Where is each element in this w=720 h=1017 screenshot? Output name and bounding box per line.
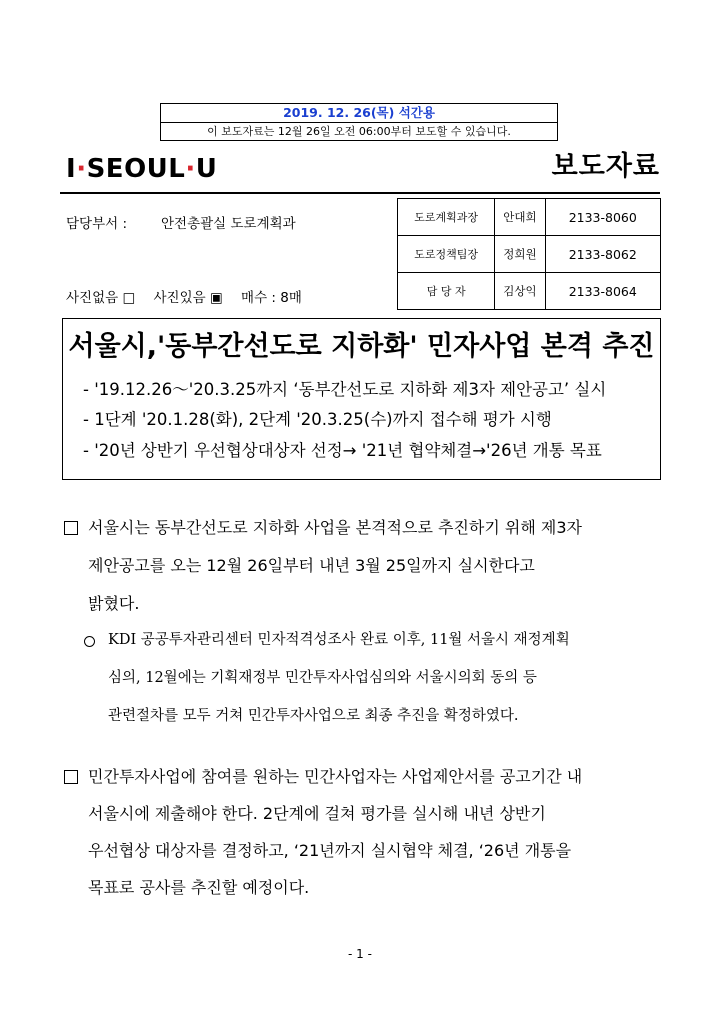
embargo-notice: 이 보도자료는 12월 26일 오전 06:00부터 보도할 수 있습니다. — [207, 125, 511, 138]
headline-title: 서울시,'동부간선도로 지하화' 민자사업 본격 추진 — [68, 331, 655, 362]
headline-sub-2: - 1단계 '20.1.28(화), 2단계 '20.3.25(수)까지 접수해 평가 시행 — [83, 410, 552, 429]
contact-phone: 2133-8060 — [545, 199, 660, 236]
photo-count: 매수 : 8매 — [241, 290, 302, 306]
logo-dot-icon: · — [76, 154, 87, 184]
headline-sub-3: - '20년 상반기 우선협상대상자 선정→ '21년 협약체결→'26년 개통 목표 — [83, 441, 602, 460]
logo-part-i: I — [66, 154, 77, 184]
p1-line-2: 제안공고를 오는 12월 26일부터 내년 3월 25일까지 실시한다고 — [88, 556, 535, 575]
p2-line-2: 서울시에 제출해야 한다. 2단계에 걸쳐 평가를 실시해 내년 상반기 — [88, 804, 546, 823]
press-release-title: 보도자료 — [551, 151, 660, 182]
photo-none: 사진없음 □ — [66, 290, 136, 306]
p2-line-4: 목표로 공사를 추진할 예정이다. — [88, 878, 310, 897]
dept-value: 안전총괄실 도로계획과 — [161, 216, 296, 232]
contact-name: 김상익 — [495, 273, 545, 310]
p1-line-1: 서울시는 동부간선도로 지하화 사업을 본격적으로 추진하기 위해 제3자 — [88, 518, 583, 537]
logo-part-seoul: SEOUL — [86, 154, 186, 184]
contact-row — [398, 273, 661, 310]
p1-line-3: 밝혔다. — [88, 594, 140, 613]
release-date: 2019. 12. 26(목) 석간용 — [161, 104, 557, 123]
headline-box — [62, 318, 661, 480]
p2-line-3: 우선협상 대상자를 결정하고, ‘21년까지 실시협약 체결, ‘26년 개통을 — [88, 841, 572, 860]
checkbox-square-icon — [64, 521, 78, 535]
contact-table — [397, 198, 661, 310]
header-divider — [60, 192, 660, 194]
p1-sub-line-2: 심의, 12월에는 기획재정부 민간투자사업심의와 서울시의회 동의 등 — [108, 670, 537, 686]
p2-line-1: 민간투자사업에 참여를 원하는 민간사업자는 사업제안서를 공고기간 내 — [88, 767, 583, 786]
headline-sub-1: - '19.12.26～'20.3.25까지 ‘동부간선도로 지하화 제3자 제안공고’ 실시 — [83, 380, 607, 399]
checkbox-square-icon — [64, 770, 78, 784]
embargo-box — [160, 103, 558, 141]
photo-yes: 사진있음 ▣ — [153, 290, 223, 306]
photo-info — [66, 286, 316, 306]
contact-row — [398, 199, 661, 236]
contact-role: 도로계획과장 — [398, 199, 495, 236]
dept-label: 담당부서 : — [66, 216, 128, 232]
logo-part-u: U — [195, 154, 218, 184]
contact-phone: 2133-8064 — [545, 273, 660, 310]
p1-sub-line-1: KDI 공공투자관리센터 민자적격성조사 완료 이후, 11월 서울시 재정계획 — [108, 632, 570, 648]
contact-name: 안대희 — [495, 199, 545, 236]
p1-sub-line-3: 관련절차를 모두 거쳐 민간투자사업으로 최종 추진을 확정하였다. — [108, 708, 519, 724]
contact-role: 담 당 자 — [398, 273, 495, 310]
contact-role: 도로정책팀장 — [398, 236, 495, 273]
logo-dot-icon: · — [185, 154, 196, 184]
circle-bullet-icon — [84, 636, 95, 647]
contact-row — [398, 236, 661, 273]
i-seoul-u-logo — [66, 152, 217, 186]
page-number: - 1 - — [348, 947, 372, 961]
contact-name: 정희원 — [495, 236, 545, 273]
contact-phone: 2133-8062 — [545, 236, 660, 273]
